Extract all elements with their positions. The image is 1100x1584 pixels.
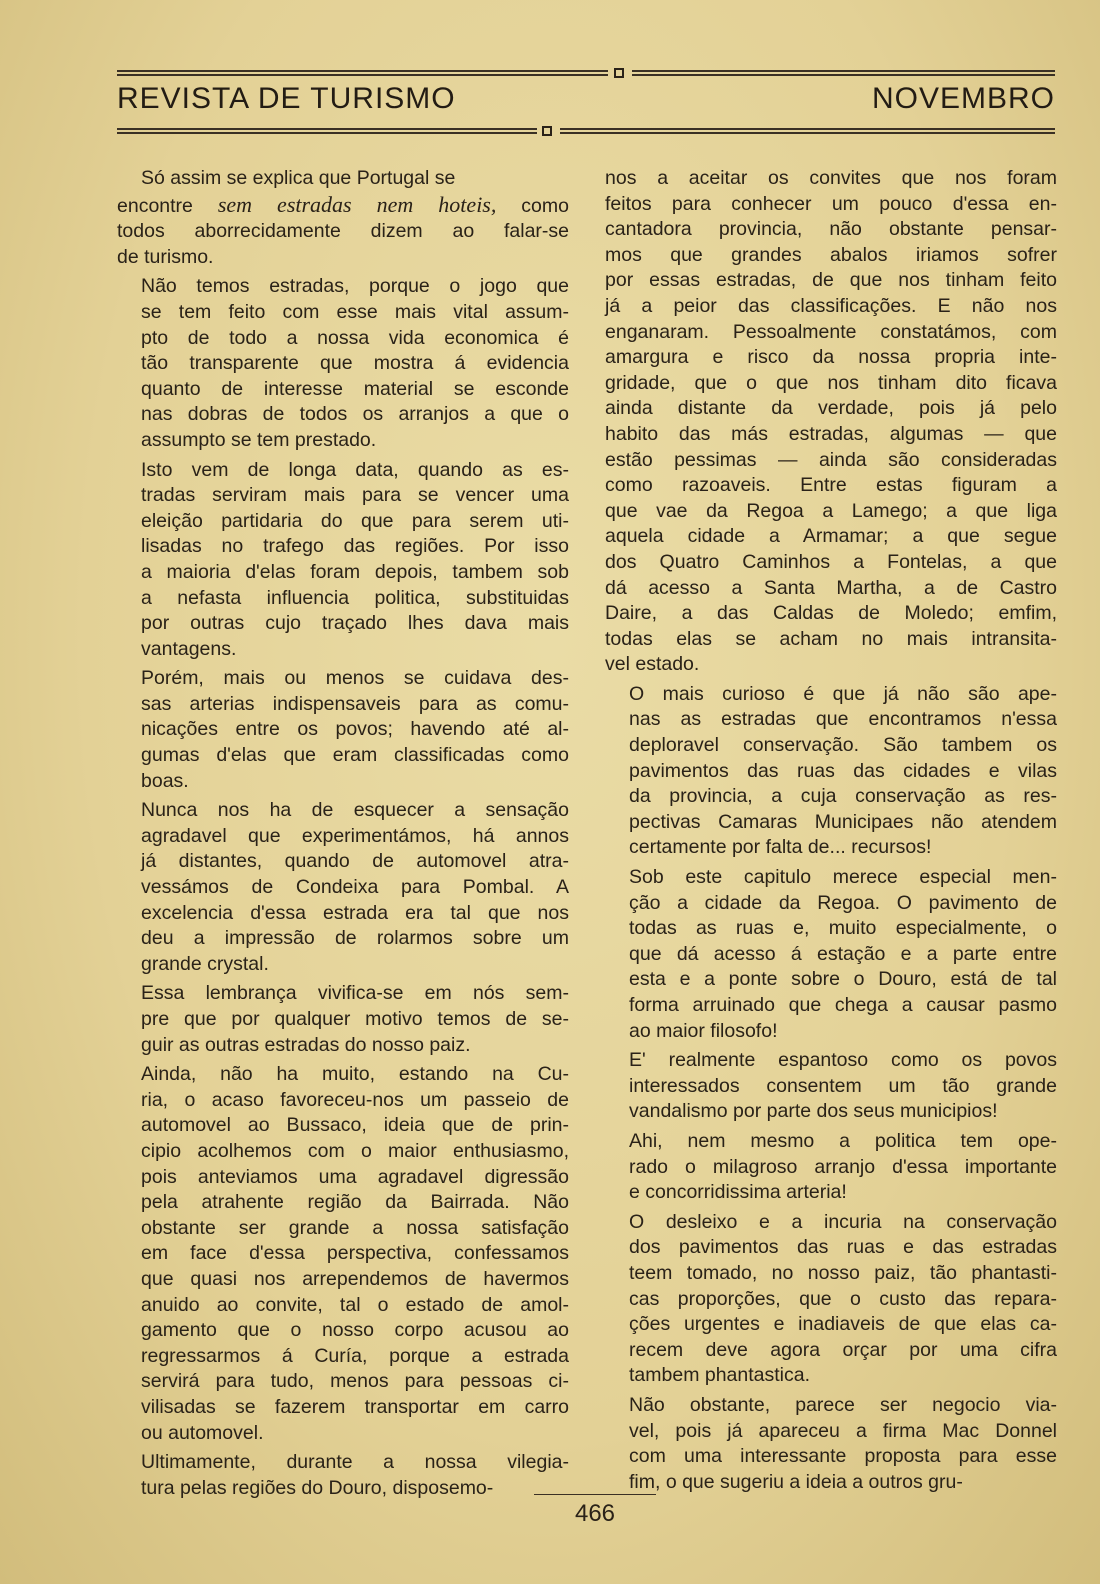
- text-line: a nefasta influencia politica, substituidas: [141, 586, 569, 609]
- text-line: pto de todo a nossa vida economica é: [141, 326, 569, 349]
- text-line: assumpto se tem prestado.: [141, 428, 377, 451]
- text-line: Daire, a das Caldas de Moledo; emfim,: [605, 602, 1057, 625]
- text-line: habito das más estradas, algumas — que: [605, 422, 1057, 445]
- journal-title: REVISTA DE TURISMO: [117, 82, 456, 115]
- text-line: aquela cidade a Armamar; a que segue: [605, 525, 1057, 548]
- paragraph: [117, 666, 569, 794]
- text-line: enganaram. Pessoalmente constatámos, com: [605, 320, 1057, 343]
- text-line: vilisadas se fazerem transportar em carro: [141, 1395, 569, 1418]
- text-line: por outras cujo traçado lhes dava mais: [141, 612, 569, 635]
- text-line: dos pavimentos das ruas e das estradas: [629, 1236, 1057, 1259]
- text-line: tradas serviram mais para se vencer uma: [141, 484, 569, 507]
- text-line: O desleixo e a incuria na conservação: [629, 1210, 1057, 1233]
- paragraph: [605, 865, 1057, 1044]
- bottom-rule-right: [560, 128, 1055, 134]
- text-line: em face d'essa perspectiva, confessamos: [141, 1242, 569, 1265]
- italic-phrase: sem estradas nem hoteis,: [217, 191, 497, 217]
- text-line: Isto vem de longa data, quando as es-: [141, 458, 569, 481]
- text-line: ou automovel.: [141, 1421, 264, 1444]
- text-line: e concorridissima arteria!: [629, 1181, 847, 1204]
- text-line: grande crystal.: [141, 952, 269, 975]
- text-line: dá acesso a Santa Martha, a de Castro: [605, 576, 1057, 599]
- text-line: amargura e risco da nossa propria inte-: [605, 346, 1057, 369]
- text-line: servirá para tudo, menos para pessoas ci-: [141, 1370, 569, 1393]
- paragraph: [117, 981, 569, 1058]
- text-line: tambem phantastica.: [629, 1364, 811, 1387]
- paragraph: [117, 274, 569, 453]
- text-run: como: [496, 194, 569, 217]
- text-line: vel, pois já apareceu a firma Mac Donnel: [629, 1419, 1057, 1442]
- month-label: NOVEMBRO: [871, 82, 1055, 115]
- text-line: vandalismo por parte dos seus municipios!: [629, 1100, 998, 1123]
- text-line: regressarmos á Curía, porque a estrada: [141, 1344, 569, 1367]
- text-line: que vae da Regoa a Lamego; a que liga: [605, 499, 1057, 522]
- text-line: vantagens.: [141, 637, 237, 660]
- text-line: a maioria d'elas foram depois, tambem sob: [141, 560, 569, 583]
- right-column: [605, 166, 1057, 1495]
- top-ornament: [614, 68, 624, 78]
- text-line: pre que por qualquer motivo temos de se-: [141, 1008, 569, 1030]
- text-line: lisadas no trafego das regiões. Por isso: [141, 535, 569, 558]
- text-line: ainda distante da verdade, pois já pelo: [605, 397, 1057, 420]
- page-number-rule: [534, 1494, 656, 1495]
- text-line: Nunca nos ha de esquecer a sensação: [141, 799, 569, 822]
- text-line: pavimentos das ruas das cidades e vilas: [629, 759, 1057, 782]
- bottom-rule-left: [117, 128, 537, 134]
- bottom-ornament: [542, 126, 552, 136]
- text-line: [117, 192, 569, 220]
- paragraph: [605, 682, 1057, 861]
- text-line: por essas estradas, de que nos tinham feito: [605, 269, 1057, 292]
- text-line: todas as ruas e, muito especialmente, o: [629, 917, 1057, 940]
- text-line: interessados consentem um tão grande: [629, 1074, 1057, 1097]
- text-line: se tem feito com esse mais vital assum-: [141, 300, 569, 323]
- text-line: com uma interessante proposta para esse: [629, 1445, 1057, 1468]
- text-line: Não temos estradas, porque o jogo que: [141, 275, 569, 298]
- page-number: 466: [574, 1500, 616, 1527]
- text-line: ções urgentes e inadiaveis de que elas ca-: [629, 1313, 1057, 1336]
- paragraph: [117, 458, 569, 663]
- text-line: ao maior filosofo!: [629, 1019, 778, 1042]
- text-line: pois anteviamos uma agradavel digressão: [141, 1165, 569, 1188]
- text-line: agradavel que experimentámos, há annos: [141, 824, 569, 847]
- text-line: Ultimamente, durante a nossa vilegia-: [141, 1451, 569, 1474]
- text-line: da provincia, a cuja conservação as res-: [629, 785, 1057, 808]
- text-line: estão pessimas — ainda são consideradas: [605, 448, 1057, 471]
- text-line: pela atrahente região da Bairrada. Não: [141, 1191, 569, 1214]
- paragraph: [117, 192, 569, 220]
- text-line: O mais curioso é que já não são ape-: [629, 682, 1057, 705]
- text-line: forma arruinado que chega a causar pasmo: [629, 994, 1057, 1016]
- text-line: certamente por falta de... recursos!: [629, 836, 932, 859]
- text-line: cipio acolhemos com o maior enthusiasmo,: [141, 1139, 569, 1162]
- paragraph: [605, 1048, 1057, 1125]
- paragraph: [605, 166, 1057, 678]
- text-line: pectivas Camaras Municipaes não atendem: [629, 810, 1057, 833]
- text-line: gamento que o nosso corpo acusou ao: [141, 1319, 569, 1342]
- text-line: Ainda, não ha muito, estando na Cu-: [141, 1063, 569, 1086]
- text-line: quanto de interesse material se esconde: [141, 377, 569, 400]
- text-line: feitos para conhecer um pouco d'essa en-: [605, 192, 1057, 215]
- text-line: boas.: [141, 769, 189, 792]
- text-line: que dá acesso á estação e a parte entre: [629, 942, 1057, 965]
- paragraph: [117, 1062, 569, 1446]
- text-line: Sob este capitulo merece especial men-: [629, 866, 1057, 889]
- text-line: ria, o acaso favoreceu-nos um passeio de: [141, 1088, 569, 1111]
- text-line: deu a impressão de rolarmos sobre um: [141, 927, 569, 950]
- text-line: excelencia d'essa estrada era tal que nos: [141, 901, 569, 924]
- paragraph: [605, 1129, 1057, 1206]
- text-line: mos que grandes abalos iriamos sofrer: [605, 243, 1057, 266]
- text-line: já distantes, quando de automovel atra-: [141, 850, 569, 873]
- paragraph: [605, 1210, 1057, 1389]
- text-line: vessámos de Condeixa para Pombal. A: [141, 876, 569, 899]
- text-line: guir as outras estradas do nosso paiz.: [141, 1033, 471, 1056]
- paragraph: [117, 219, 569, 270]
- text-line: teem tomado, no nosso paiz, tão phantasti-: [629, 1261, 1057, 1284]
- text-line: nas dobras de todos os arranjos a que o: [141, 403, 569, 426]
- text-line: Essa lembrança vivifica-se em nós sem-: [141, 982, 569, 1005]
- text-line: de turismo.: [117, 245, 214, 268]
- text-line: E' realmente espantoso como os povos: [629, 1049, 1057, 1072]
- text-line: tão transparente que mostra á evidencia: [141, 352, 569, 375]
- text-line: Só assim se explica que Portugal se: [141, 167, 456, 189]
- text-line: automovel ao Bussaco, ideia que de prin-: [141, 1114, 569, 1137]
- text-line: dos Quatro Caminhos a Fontelas, a que: [605, 550, 1057, 573]
- text-line: nicações entre os povos; havendo até al-: [141, 718, 569, 741]
- text-line: tura pelas regiões do Douro, disposemo-: [141, 1476, 494, 1499]
- text-line: eleição partidaria do que para serem uti-: [141, 509, 569, 532]
- text-line: vel estado.: [605, 653, 700, 676]
- text-line: deploravel conservação. São tambem os: [629, 734, 1057, 757]
- text-line: nas as estradas que encontramos n'essa: [629, 708, 1057, 731]
- text-line: anuido ao convite, tal o estado de amol-: [141, 1293, 569, 1316]
- text-line: cantadora provincia, não obstante pensar-: [605, 218, 1057, 241]
- text-line: já a peior das classificações. E não nos: [605, 294, 1057, 317]
- paragraph: [117, 798, 569, 977]
- left-column: [117, 166, 569, 1501]
- top-rule-left: [117, 70, 608, 76]
- text-line: gridade, que o que nos tinham dito ficava: [605, 371, 1057, 394]
- text-line: que quasi nos arrependemos de havermos: [141, 1267, 569, 1290]
- text-run: encontre: [117, 194, 218, 217]
- text-line: fim, o que sugeriu a ideia a outros gru-: [629, 1470, 963, 1493]
- text-line: obstante ser grande a nossa satisfação: [141, 1216, 569, 1239]
- paragraph: [605, 1393, 1057, 1495]
- text-line: gumas d'elas que eram classificadas como: [141, 744, 569, 767]
- paragraph: [117, 1450, 569, 1501]
- text-line: ção a cidade da Regoa. O pavimento de: [629, 891, 1057, 914]
- text-line: todas elas se acham no mais intransita-: [605, 627, 1057, 650]
- top-rule-right: [632, 70, 1055, 76]
- text-line: esta e a ponte sobre o Douro, está de tal: [629, 968, 1057, 991]
- text-line: nos a aceitar os convites que nos foram: [605, 167, 1057, 189]
- text-line: como razoaveis. Entre estas figuram a: [605, 474, 1057, 497]
- paragraph: [117, 166, 569, 192]
- text-line: cas proporções, que o custo das repara-: [629, 1287, 1057, 1310]
- text-line: Porém, mais ou menos se cuidava des-: [141, 667, 569, 690]
- text-line: Não obstante, parece ser negocio via-: [629, 1393, 1057, 1416]
- text-line: rado o milagroso arranjo d'essa importante: [629, 1155, 1057, 1178]
- text-line: recem deve agora orçar por uma cifra: [629, 1338, 1057, 1361]
- text-line: sas arterias indispensaveis para as comu-: [141, 692, 569, 715]
- text-line: Ahi, nem mesmo a politica tem ope-: [629, 1129, 1057, 1152]
- text-line: todos aborrecidamente dizem ao falar-se: [117, 220, 569, 243]
